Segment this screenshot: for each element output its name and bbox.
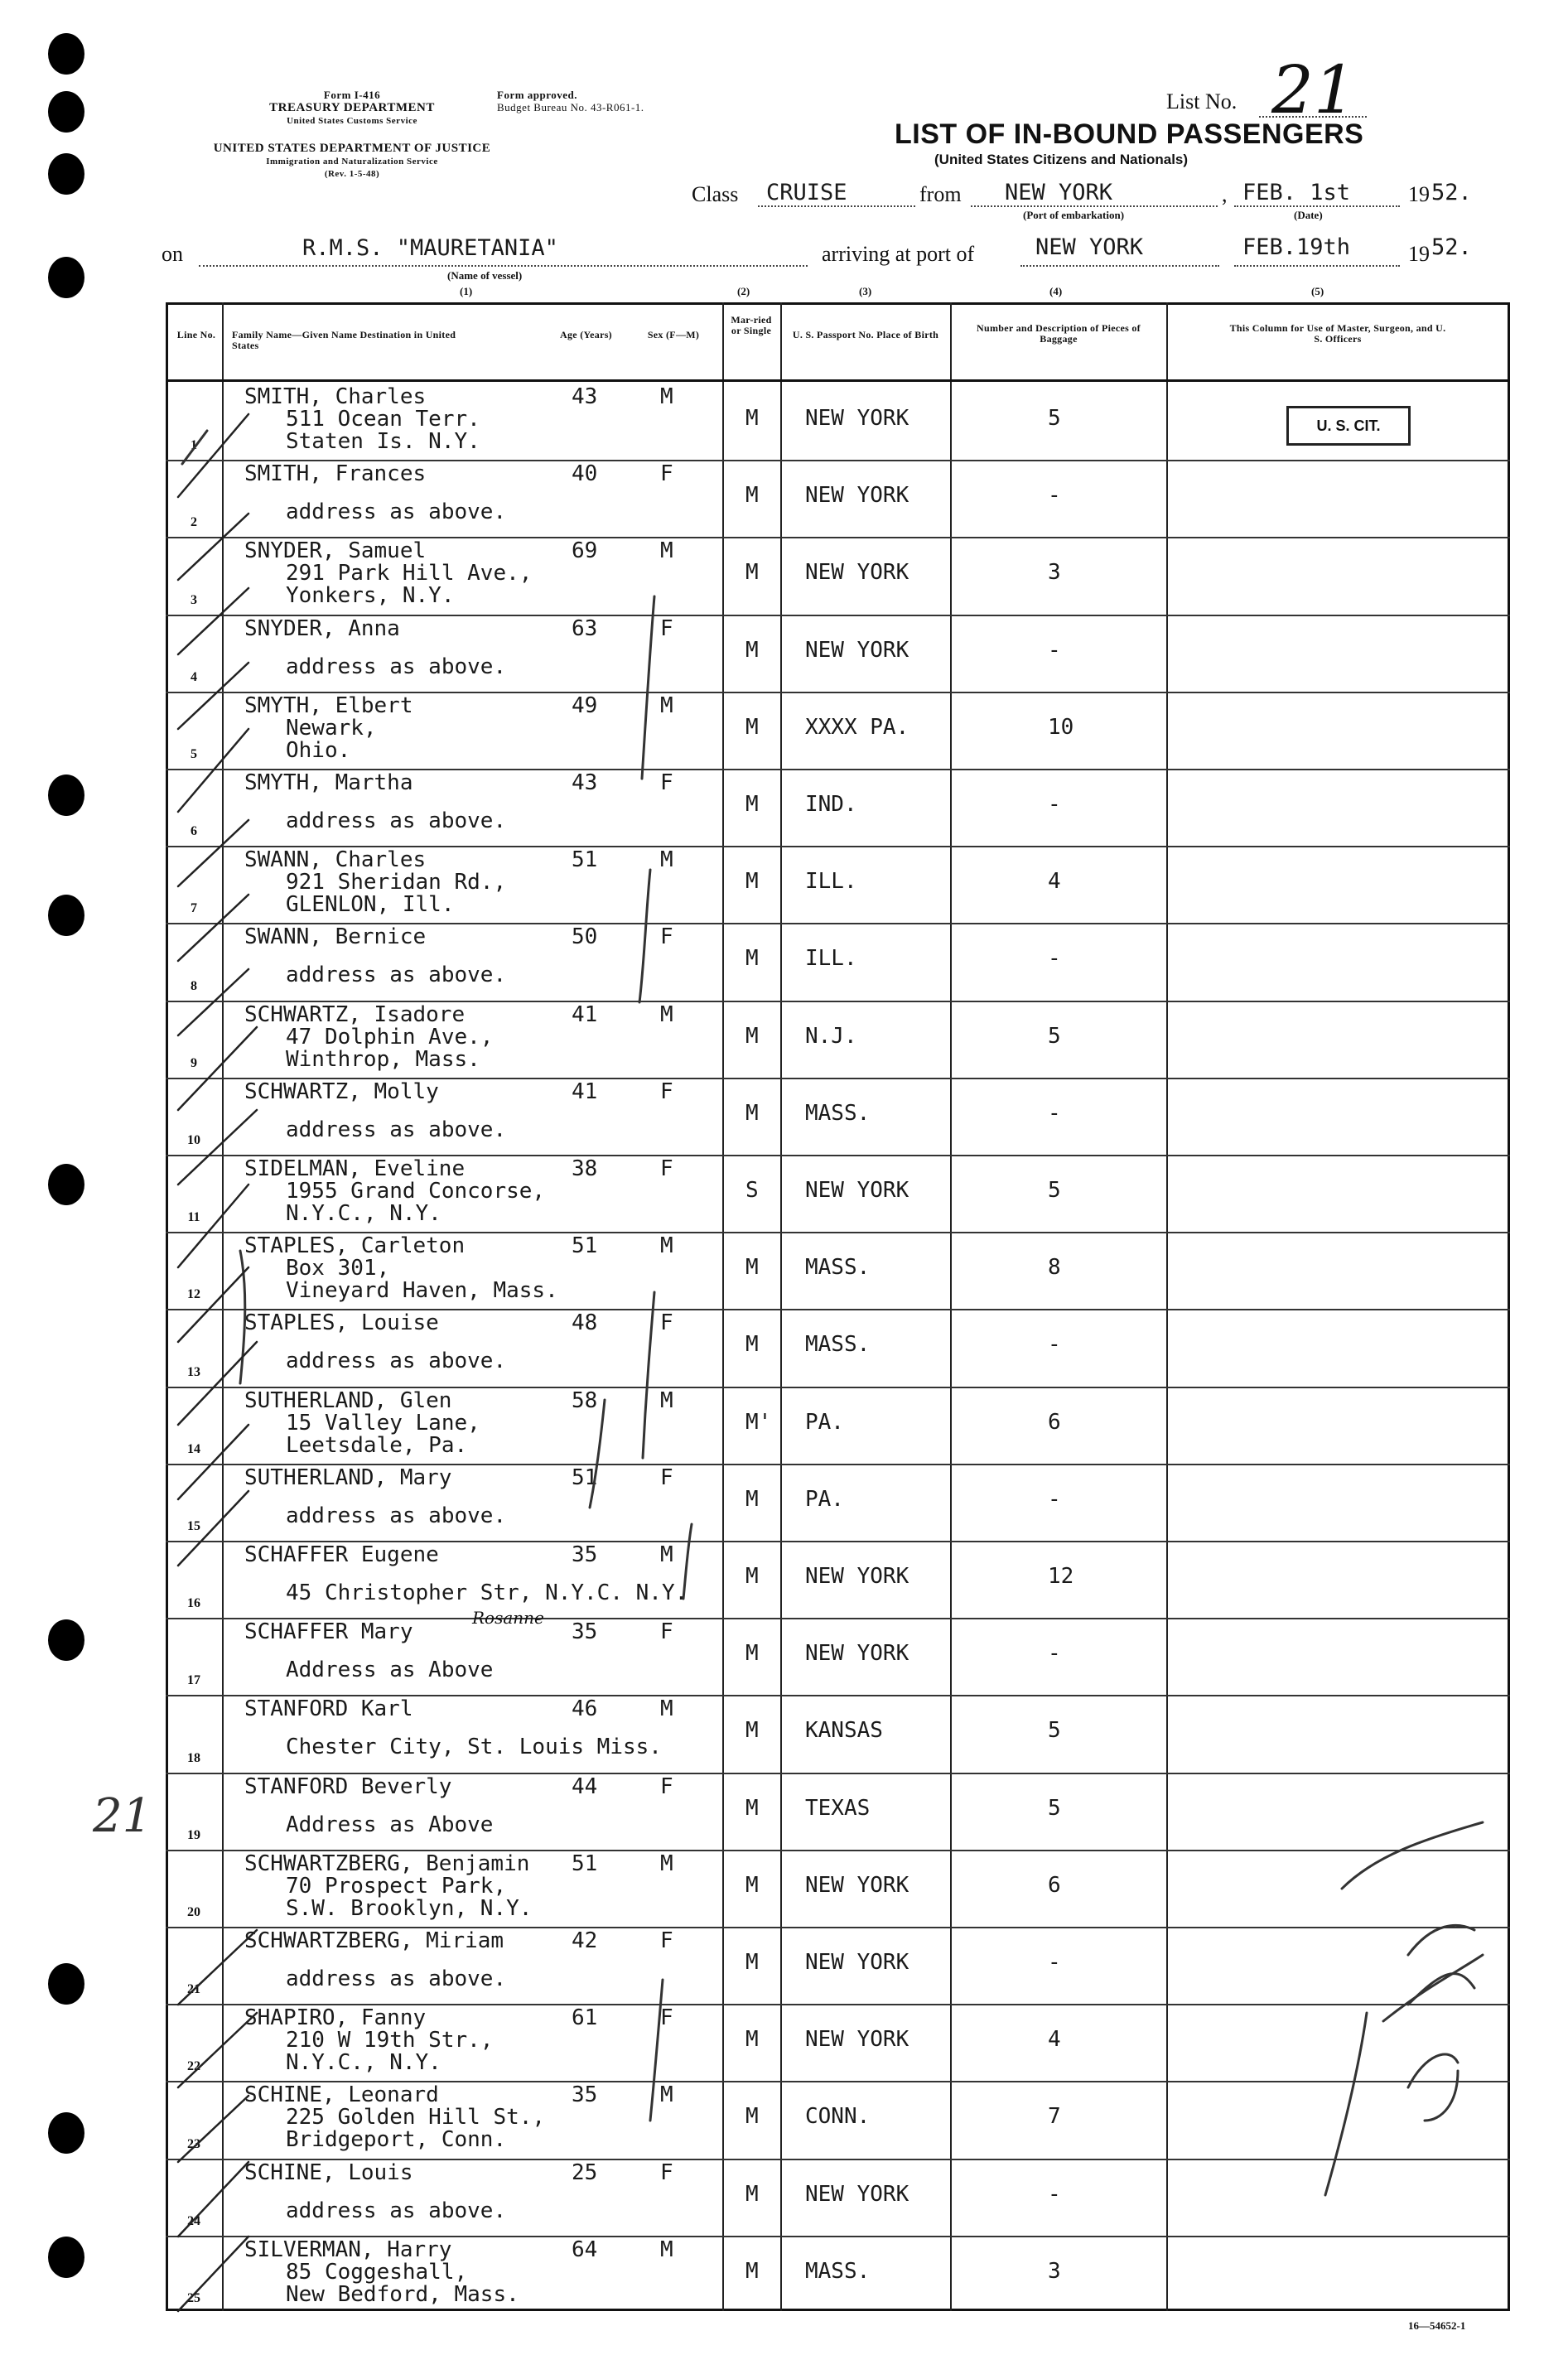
passenger-age: 35 <box>572 1619 598 1645</box>
passenger-name: SCHWARTZ, Isadore <box>244 1001 466 1027</box>
passenger-address: 15 Valley Lane, <box>286 1410 480 1436</box>
passenger-sex: M <box>660 1233 673 1259</box>
passenger-age: 35 <box>572 2082 598 2108</box>
line-number: 12 <box>187 1287 200 1302</box>
baggage-count: - <box>1048 1332 1061 1358</box>
date-comma: , <box>1222 182 1228 206</box>
passenger-address: 225 Golden Hill St., <box>286 2105 546 2130</box>
passenger-sex: M <box>660 2082 673 2108</box>
budget-bureau: Budget Bureau No. 43-R061-1. <box>497 101 644 113</box>
passenger-name: SUTHERLAND, Glen <box>244 1387 452 1413</box>
place-of-birth: NEW YORK <box>805 1178 909 1203</box>
baggage-count: 4 <box>1048 2027 1061 2053</box>
passenger-sex: F <box>660 1773 673 1799</box>
arrival-year-suffix: 52. <box>1431 234 1472 260</box>
baggage-count: 10 <box>1048 714 1074 740</box>
baggage-count: 5 <box>1048 406 1061 431</box>
us-citizen-stamp: U. S. CIT. <box>1286 406 1411 446</box>
header-sex: Sex (F—M) <box>647 329 700 340</box>
place-of-birth: MASS. <box>805 1332 871 1358</box>
passenger-address: 210 W 19th Str., <box>286 2028 494 2053</box>
passenger-address: GLENLON, Ill. <box>286 892 455 918</box>
passenger-age: 51 <box>572 1465 598 1490</box>
passenger-address: 511 Ocean Terr. <box>286 407 480 432</box>
passenger-address: Box 301, <box>286 1256 390 1281</box>
line-number: 9 <box>191 1055 197 1070</box>
passenger-address: Address as Above <box>286 1658 494 1683</box>
line-number: 19 <box>187 1827 200 1842</box>
passenger-name: SMYTH, Martha <box>244 770 413 795</box>
class-value: CRUISE <box>766 180 847 205</box>
line-number: 10 <box>187 1133 200 1147</box>
place-of-birth: IND. <box>805 792 857 817</box>
place-of-birth: NEW YORK <box>805 1872 909 1898</box>
passenger-name: SIDELMAN, Eveline <box>244 1156 466 1181</box>
marital-status: M <box>745 1332 759 1358</box>
passenger-name: SMITH, Frances <box>244 461 427 487</box>
passenger-age: 50 <box>572 924 598 950</box>
line-number: 11 <box>187 1210 200 1225</box>
marital-status: M <box>745 1023 759 1049</box>
passenger-age: 51 <box>572 1851 598 1876</box>
place-of-birth: KANSAS <box>805 1718 883 1744</box>
passenger-name: SMYTH, Elbert <box>244 692 413 718</box>
embarkation-port: NEW YORK <box>1005 180 1113 205</box>
baggage-count: - <box>1048 792 1061 817</box>
passenger-address: address as above. <box>286 1503 507 1528</box>
passenger-age: 25 <box>572 2159 598 2185</box>
year-suffix: 52. <box>1431 180 1472 205</box>
passenger-age: 43 <box>572 770 598 795</box>
marital-status: M <box>745 946 759 972</box>
header-line-no: Line No. <box>176 329 216 340</box>
marital-status: M' <box>745 1409 772 1435</box>
passenger-age: 51 <box>572 1233 598 1259</box>
passenger-address: 85 Coggeshall, <box>286 2259 468 2285</box>
baggage-count: - <box>1048 1486 1061 1512</box>
marital-status: M <box>745 1255 759 1281</box>
passenger-name: SUTHERLAND, Mary <box>244 1465 452 1490</box>
date-caption: (Date) <box>1294 209 1323 221</box>
list-no-label: List No. <box>1166 89 1238 113</box>
passenger-age: 42 <box>572 1928 598 1953</box>
passenger-sex: M <box>660 1696 673 1722</box>
line-number: 23 <box>187 2136 200 2151</box>
passenger-name: SILVERMAN, Harry <box>244 2237 452 2262</box>
line-number: 17 <box>187 1673 200 1688</box>
passenger-sex: F <box>660 461 673 487</box>
treasury-department: TREASURY DEPARTMENT <box>269 101 435 114</box>
passenger-name: SWANN, Charles <box>244 847 427 873</box>
passenger-address: N.Y.C., N.Y. <box>286 2050 441 2076</box>
marital-status: M <box>745 2027 759 2053</box>
passenger-address: Ohio. <box>286 737 351 763</box>
passenger-address: 921 Sheridan Rd., <box>286 870 507 895</box>
passenger-sex: F <box>660 2005 673 2031</box>
from-label: from <box>919 182 962 206</box>
place-of-birth: PA. <box>805 1486 844 1512</box>
passenger-address: address as above. <box>286 808 507 833</box>
passenger-address: 47 Dolphin Ave., <box>286 1024 494 1050</box>
passenger-age: 41 <box>572 1001 598 1027</box>
header-name: Family Name—Given Name Destination in United States <box>232 329 456 351</box>
place-of-birth: MASS. <box>805 1100 871 1126</box>
line-number: 1 <box>191 438 197 453</box>
baggage-count: 8 <box>1048 1255 1061 1281</box>
passenger-name: STANFORD Beverly <box>244 1773 452 1799</box>
baggage-count: - <box>1048 946 1061 972</box>
document-title: LIST OF IN-BOUND PASSENGERS <box>895 118 1364 150</box>
arrival-year-prefix: 19 <box>1408 242 1430 266</box>
place-of-birth: N.J. <box>805 1023 857 1049</box>
passenger-address: address as above. <box>286 499 507 525</box>
passenger-age: 49 <box>572 692 598 718</box>
place-of-birth: PA. <box>805 1409 844 1435</box>
form-approved: Form approved. <box>497 89 578 101</box>
column-number: (4) <box>1049 285 1063 297</box>
passenger-name: SCHWARTZBERG, Benjamin <box>244 1851 530 1876</box>
baggage-count: - <box>1048 2181 1061 2207</box>
marital-status: M <box>745 1795 759 1821</box>
line-number: 8 <box>191 978 197 993</box>
header-married: Mar-ried or Single <box>731 314 772 336</box>
passenger-age: 41 <box>572 1079 598 1104</box>
passenger-address: 1955 Grand Concorse, <box>286 1179 546 1204</box>
marital-status: M <box>745 560 759 586</box>
marital-status: M <box>745 2104 759 2130</box>
passenger-name: SNYDER, Anna <box>244 615 400 641</box>
passenger-address: Bridgeport, Conn. <box>286 2127 507 2153</box>
passenger-address: address as above. <box>286 654 507 679</box>
passenger-name: SMITH, Charles <box>244 384 427 409</box>
handwritten-correction: Rosanne <box>472 1608 544 1629</box>
passenger-name: SNYDER, Samuel <box>244 538 427 564</box>
passenger-age: 48 <box>572 1310 598 1336</box>
passenger-name: SHAPIRO, Fanny <box>244 2005 427 2031</box>
marital-status: M <box>745 406 759 431</box>
document-subtitle: (United States Citizens and Nationals) <box>934 152 1189 167</box>
passenger-sex: M <box>660 1387 673 1413</box>
marital-status: S <box>745 1178 759 1203</box>
passenger-sex: F <box>660 2159 673 2185</box>
arrival-port: NEW YORK <box>1035 234 1144 260</box>
line-number: 7 <box>191 901 197 916</box>
passenger-address: 45 Christopher Str, N.Y.C. N.Y. <box>286 1580 688 1605</box>
passenger-age: 35 <box>572 1542 598 1567</box>
passenger-sex: F <box>660 1310 673 1336</box>
passenger-address: Vineyard Haven, Mass. <box>286 1278 558 1304</box>
passenger-sex: F <box>660 1156 673 1181</box>
footer-code: 16—54652-1 <box>1408 2319 1466 2332</box>
baggage-count: 5 <box>1048 1178 1061 1203</box>
header-baggage: Number and Description of Pieces of Baggage <box>977 322 1141 345</box>
baggage-count: 4 <box>1048 869 1061 895</box>
baggage-count: - <box>1048 1641 1061 1667</box>
passenger-age: 38 <box>572 1156 598 1181</box>
header-age: Age (Years) <box>560 329 612 340</box>
place-of-birth: MASS. <box>805 2258 871 2284</box>
line-number: 2 <box>191 515 197 530</box>
place-of-birth: ILL. <box>805 869 857 895</box>
marital-status: M <box>745 483 759 509</box>
line-number: 18 <box>187 1750 200 1765</box>
place-of-birth: NEW YORK <box>805 2027 909 2053</box>
passenger-age: 64 <box>572 2237 598 2262</box>
passenger-age: 61 <box>572 2005 598 2031</box>
marital-status: M <box>745 1718 759 1744</box>
marital-status: M <box>745 1641 759 1667</box>
baggage-count: - <box>1048 483 1061 509</box>
passenger-address: address as above. <box>286 1349 507 1374</box>
baggage-count: 3 <box>1048 2258 1061 2284</box>
passenger-address: N.Y.C., N.Y. <box>286 1201 441 1226</box>
marital-status: M <box>745 714 759 740</box>
passenger-address: Address as Above <box>286 1812 494 1837</box>
passenger-name: STAPLES, Louise <box>244 1310 439 1336</box>
vessel-name: R.M.S. "MAURETANIA" <box>302 235 558 261</box>
place-of-birth: NEW YORK <box>805 2181 909 2207</box>
passenger-name: SCHWARTZ, Molly <box>244 1079 439 1104</box>
passenger-address: S.W. Brooklyn, N.Y. <box>286 1895 533 1921</box>
passenger-address: address as above. <box>286 963 507 988</box>
passenger-sex: F <box>660 1619 673 1645</box>
line-number: 24 <box>187 2213 200 2228</box>
column-number: (3) <box>859 285 872 297</box>
line-number: 14 <box>187 1441 200 1456</box>
marital-status: M <box>745 2258 759 2284</box>
passenger-sex: M <box>660 2237 673 2262</box>
baggage-count: 6 <box>1048 1409 1061 1435</box>
passenger-address: Winthrop, Mass. <box>286 1046 480 1072</box>
place-of-birth: TEXAS <box>805 1795 871 1821</box>
passenger-sex: F <box>660 615 673 641</box>
baggage-count: 5 <box>1048 1023 1061 1049</box>
passenger-age: 63 <box>572 615 598 641</box>
place-of-birth: NEW YORK <box>805 560 909 586</box>
passenger-age: 43 <box>572 384 598 409</box>
passenger-name: SWANN, Bernice <box>244 924 427 950</box>
baggage-count: 3 <box>1048 560 1061 586</box>
passenger-sex: F <box>660 1465 673 1490</box>
place-of-birth: NEW YORK <box>805 1641 909 1667</box>
place-of-birth: ILL. <box>805 946 857 972</box>
passenger-sex: F <box>660 1079 673 1104</box>
baggage-count: - <box>1048 1100 1061 1126</box>
passenger-address: address as above. <box>286 2198 507 2223</box>
marital-status: M <box>745 792 759 817</box>
line-number: 13 <box>187 1364 200 1379</box>
passenger-address: Yonkers, N.Y. <box>286 583 455 609</box>
column-number: (5) <box>1311 285 1324 297</box>
place-of-birth: NEW YORK <box>805 483 909 509</box>
passenger-sex: F <box>660 770 673 795</box>
line-number: 4 <box>191 669 197 684</box>
list-number: 21 <box>1271 51 1356 128</box>
form-revision: (Rev. 1-5-48) <box>324 169 380 179</box>
line-number: 3 <box>191 592 197 607</box>
margin-note: 21 <box>93 1789 152 1843</box>
passenger-address: Staten Is. N.Y. <box>286 429 480 454</box>
place-of-birth: NEW YORK <box>805 637 909 663</box>
passenger-age: 44 <box>572 1773 598 1799</box>
passenger-address: Chester City, St. Louis Miss. <box>286 1735 662 1760</box>
on-label: on <box>162 242 183 266</box>
passenger-age: 51 <box>572 847 598 873</box>
baggage-count: 6 <box>1048 1872 1061 1898</box>
passenger-sex: M <box>660 538 673 564</box>
marital-status: M <box>745 1872 759 1898</box>
class-label: Class <box>692 182 739 206</box>
passenger-sex: M <box>660 1542 673 1567</box>
passenger-address: Leetsdale, Pa. <box>286 1432 468 1458</box>
baggage-count: 5 <box>1048 1718 1061 1744</box>
column-number: (1) <box>460 285 473 297</box>
line-number: 22 <box>187 2059 200 2074</box>
marital-status: M <box>745 1950 759 1975</box>
department-of-justice: UNITED STATES DEPARTMENT OF JUSTICE <box>213 142 491 155</box>
passenger-age: 58 <box>572 1387 598 1413</box>
passenger-name: SCHINE, Leonard <box>244 2082 439 2108</box>
marital-status: M <box>745 2181 759 2207</box>
passenger-address: New Bedford, Mass. <box>286 2281 519 2307</box>
line-number: 20 <box>187 1905 200 1919</box>
arrival-date: FEB.19th <box>1242 234 1351 260</box>
line-number: 16 <box>187 1596 200 1611</box>
form-number: Form I-416 <box>323 89 381 101</box>
place-of-birth: XXXX PA. <box>805 714 909 740</box>
passenger-sex: M <box>660 692 673 718</box>
marital-status: M <box>745 869 759 895</box>
place-of-birth: MASS. <box>805 1255 871 1281</box>
passenger-name: STAPLES, Carleton <box>244 1233 466 1259</box>
passenger-address: Newark, <box>286 715 377 741</box>
passenger-name: SCHWARTZBERG, Miriam <box>244 1928 504 1953</box>
passenger-name: SCHINE, Louis <box>244 2159 413 2185</box>
place-of-birth: NEW YORK <box>805 1950 909 1975</box>
passenger-sex: M <box>660 384 673 409</box>
line-number: 6 <box>191 824 197 839</box>
passenger-age: 46 <box>572 1696 598 1722</box>
passenger-address: address as above. <box>286 1117 507 1142</box>
baggage-count: 12 <box>1048 1564 1074 1589</box>
immigration-service: Immigration and Naturalization Service <box>266 157 438 166</box>
passenger-name: SCHAFFER Mary <box>244 1619 413 1645</box>
passenger-address: 70 Prospect Park, <box>286 1873 507 1899</box>
header-passport: U. S. Passport No. Place of Birth <box>792 329 939 340</box>
column-number: (2) <box>737 285 750 297</box>
vessel-caption: (Name of vessel) <box>447 269 523 282</box>
line-number: 15 <box>187 1519 200 1533</box>
passenger-sex: F <box>660 1928 673 1953</box>
passenger-age: 40 <box>572 461 598 487</box>
passenger-sex: M <box>660 847 673 873</box>
baggage-count: 7 <box>1048 2104 1061 2130</box>
embarkation-date: FEB. 1st <box>1242 180 1351 205</box>
header-officers: This Column for Use of Master, Surgeon, and U. S. Officers <box>1229 322 1446 345</box>
passenger-sex: F <box>660 924 673 950</box>
place-of-birth: NEW YORK <box>805 1564 909 1589</box>
year-prefix: 19 <box>1408 182 1430 206</box>
place-of-birth: CONN. <box>805 2104 871 2130</box>
marital-status: M <box>745 1486 759 1512</box>
passenger-sex: M <box>660 1001 673 1027</box>
marital-status: M <box>745 637 759 663</box>
line-number: 25 <box>187 2291 200 2305</box>
marital-status: M <box>745 1100 759 1126</box>
passenger-age: 69 <box>572 538 598 564</box>
passenger-name: SCHAFFER Eugene <box>244 1542 439 1567</box>
line-number: 5 <box>191 747 197 761</box>
marital-status: M <box>745 1564 759 1589</box>
line-number: 21 <box>187 1982 200 1997</box>
baggage-count: - <box>1048 637 1061 663</box>
embarkation-caption: (Port of embarkation) <box>1023 209 1125 221</box>
arriving-label: arriving at port of <box>822 242 975 266</box>
place-of-birth: NEW YORK <box>805 406 909 431</box>
passenger-sex: M <box>660 1851 673 1876</box>
passenger-address: address as above. <box>286 1966 507 1991</box>
passenger-name: STANFORD Karl <box>244 1696 413 1722</box>
baggage-count: - <box>1048 1950 1061 1975</box>
customs-service: United States Customs Service <box>287 116 417 126</box>
passenger-address: 291 Park Hill Ave., <box>286 561 533 586</box>
baggage-count: 5 <box>1048 1795 1061 1821</box>
